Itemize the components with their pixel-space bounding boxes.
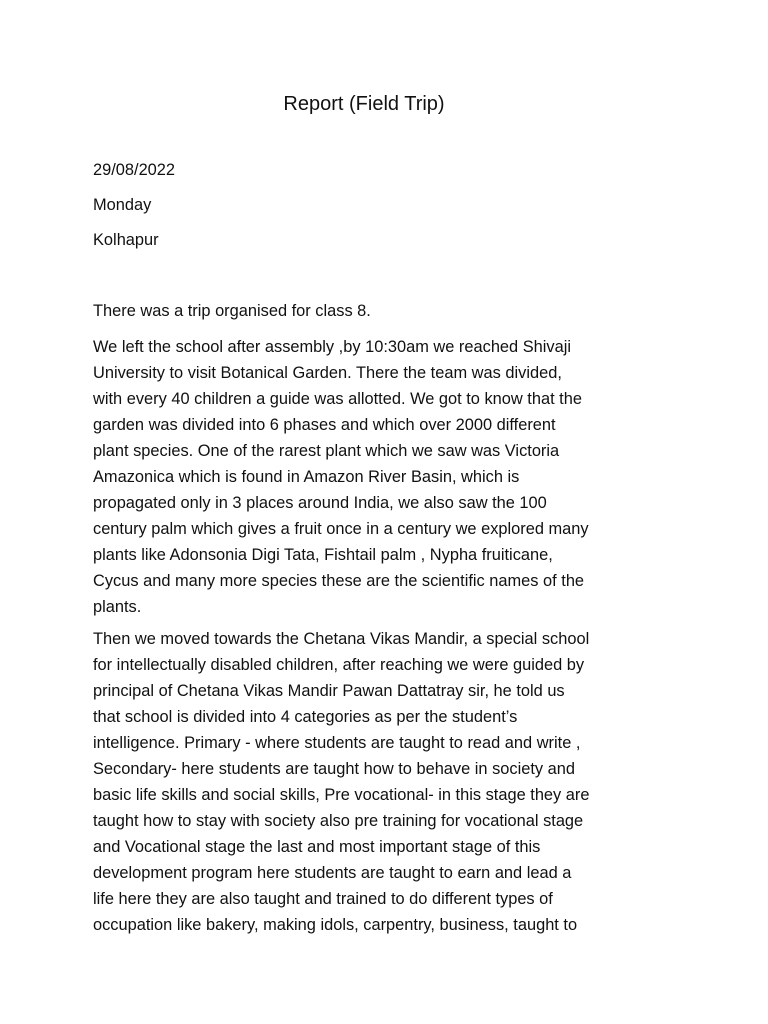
- text-line: basic life skills and social skills, Pre vocational- in this stage they are: [93, 786, 590, 804]
- text-line: There was a trip organised for class 8.: [93, 302, 371, 320]
- report-day: Monday: [93, 196, 152, 214]
- text-line: with every 40 children a guide was allotted. We got to know that the: [93, 390, 582, 408]
- text-line: plant species. One of the rarest plant which we saw was Victoria: [93, 442, 560, 460]
- text-line: plants like Adonsonia Digi Tata, Fishtail palm , Nypha fruiticane,: [93, 546, 553, 564]
- text-line: Cycus and many more species these are the scientific names of the: [93, 572, 585, 590]
- text-line: for intellectually disabled children, after reaching we were guided by: [93, 656, 585, 674]
- report-place: Kolhapur: [93, 231, 159, 249]
- paragraph-intro: [93, 298, 693, 324]
- text-line: Then we moved towards the Chetana Vikas Mandir, a special school: [93, 630, 590, 648]
- text-line: principal of Chetana Vikas Mandir Pawan Dattatray sir, he told us: [93, 682, 565, 700]
- text-line: that school is divided into 4 categories as per the student’s: [93, 708, 518, 726]
- paragraph-chetana-vikas-mandir: [93, 626, 693, 938]
- text-line: and Vocational stage the last and most important stage of this: [93, 838, 541, 856]
- text-line: propagated only in 3 places around India, we also saw the 100: [93, 494, 547, 512]
- text-line: Amazonica which is found in Amazon River Basin, which is: [93, 468, 520, 486]
- text-line: intelligence. Primary - where students are taught to read and write ,: [93, 734, 581, 752]
- paragraph-botanical-garden: [93, 334, 693, 620]
- text-line: occupation like bakery, making idols, carpentry, business, taught to: [93, 916, 578, 934]
- text-line: We left the school after assembly ,by 10:30am we reached Shivaji: [93, 338, 572, 356]
- report-title: Report (Field Trip): [283, 93, 445, 115]
- text-line: taught how to stay with society also pre training for vocational stage: [93, 812, 584, 830]
- text-line: development program here students are taught to earn and lead a: [93, 864, 572, 882]
- text-line: garden was divided into 6 phases and which over 2000 different: [93, 416, 556, 434]
- text-line: plants.: [93, 598, 142, 616]
- text-line: century palm which gives a fruit once in a century we explored many: [93, 520, 589, 538]
- text-line: Secondary- here students are taught how to behave in society and: [93, 760, 576, 778]
- text-line: University to visit Botanical Garden. There the team was divided,: [93, 364, 562, 382]
- text-line: life here they are also taught and trained to do different types of: [93, 890, 553, 908]
- report-date: 29/08/2022: [93, 161, 176, 179]
